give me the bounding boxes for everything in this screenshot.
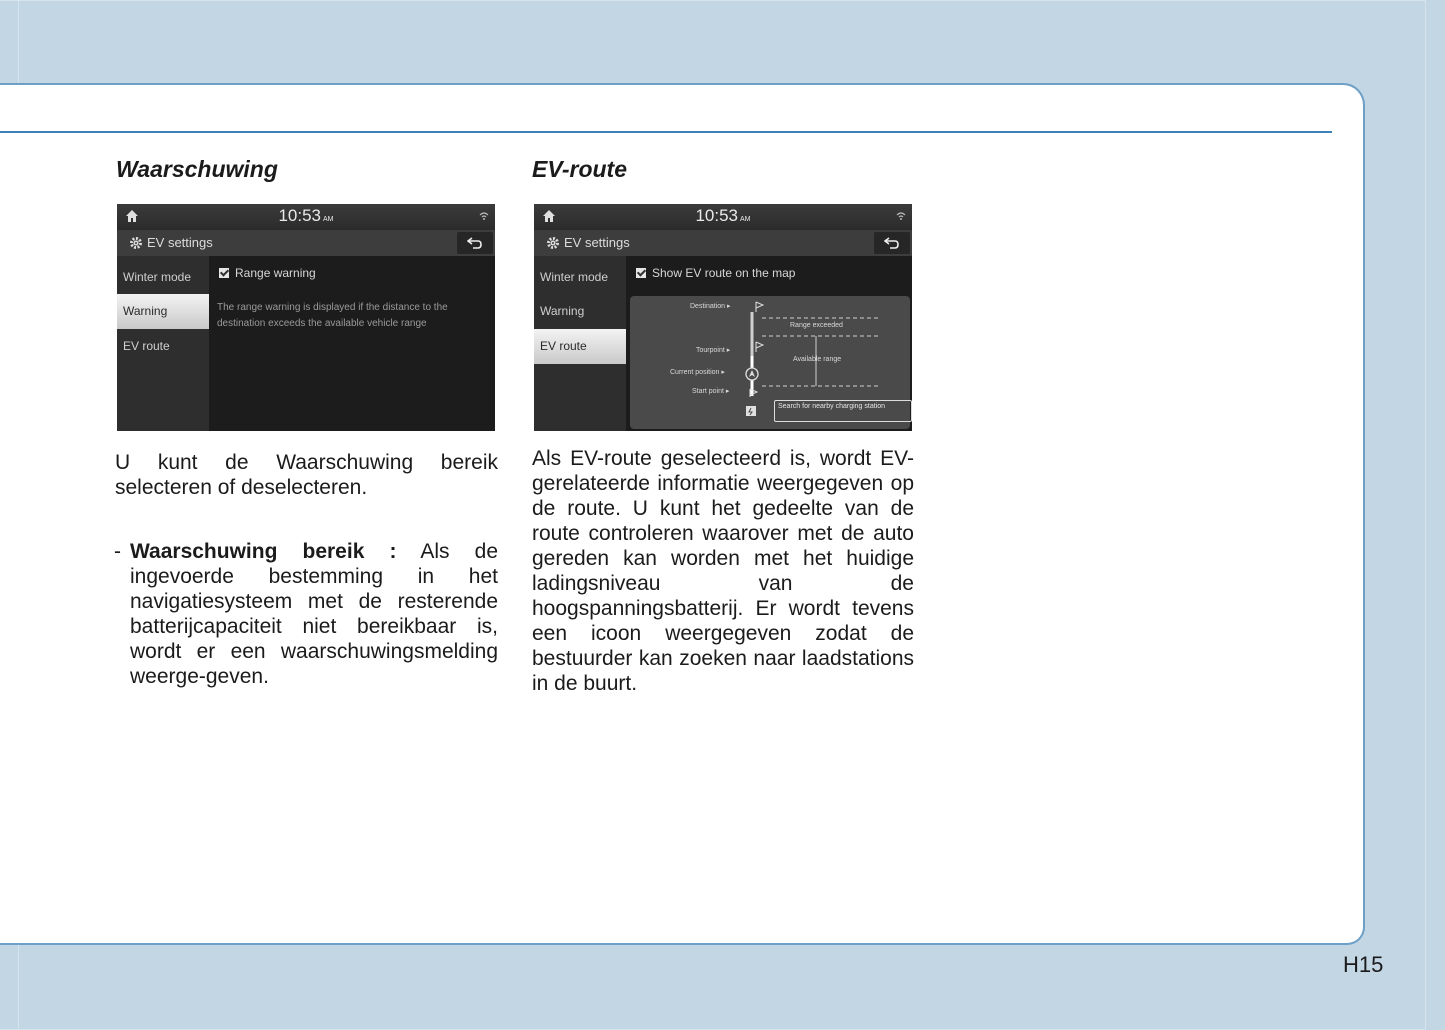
range-exceeded-label: Range exceeded [790,322,843,329]
gear-icon [546,236,560,250]
title-bar [117,230,495,256]
back-button[interactable] [457,232,493,254]
content-pane [209,256,495,431]
screen-title: EV settings [147,235,213,250]
bullet-term: Waarschuwing bereik : [130,540,397,563]
show-ev-route-option[interactable] [636,266,795,280]
side-menu [117,256,209,431]
range-warning-checkbox[interactable] [219,268,229,278]
side-menu [534,256,626,431]
screen-ev-route [534,204,912,431]
show-ev-route-checkbox[interactable] [636,268,646,278]
menu-item-ev-route[interactable]: EV route [123,339,170,353]
bullet-text: Als de ingevoerde bestemming in het navigatiesysteem met de resterende batterijcapaciteit niet bereikbaar is, wordt er een waarschuwingsmelding weerge-geven. [130,540,498,688]
signal-icon [479,211,489,221]
page-number: H15 [1343,952,1384,977]
start-point-label: Start point ▸ [692,388,730,395]
range-warning-description: The range warning is displayed if the distance to the destination exceeds the available vehicle range [217,302,448,329]
available-range-label: Available range [793,356,842,363]
section-title-warning: Waarschuwing [116,156,278,182]
clock [117,206,495,226]
back-button[interactable] [874,232,910,254]
destination-label: Destination ▸ [690,303,731,310]
clock-ampm: AM [740,216,751,223]
menu-item-winter-mode[interactable]: Winter mode [123,270,192,284]
bullet-dash: - [114,540,121,563]
menu-item-warning[interactable]: Warning [117,294,209,329]
back-arrow-icon [467,236,483,250]
warning-intro: U kunt de Waarschuwing bereik selecteren of deselecteren. [115,451,498,499]
gear-icon [129,236,143,250]
search-charging-station-button[interactable]: Search for nearby charging station [774,400,912,422]
signal-icon [896,211,906,221]
header-rule [0,131,1332,133]
range-warning-option[interactable] [219,266,316,280]
ev-route-diagram [630,296,910,429]
clock-time: 10:53 [278,206,322,225]
screen-warning [117,204,495,431]
clock-time: 10:53 [695,206,739,225]
clock-ampm: AM [323,216,334,223]
section-title-ev-route: EV-route [532,156,627,182]
show-ev-route-label: Show EV route on the map [652,266,796,280]
menu-item-winter-mode[interactable]: Winter mode [540,270,609,284]
clock [534,206,912,226]
title-bar [534,230,912,256]
ev-route-body: Als EV-route geselecteerd is, wordt EV-gerelateerde informatie weergegeven op de route. U kunt het gedeelte van de route controleren waarover met de auto gereden kan worden met het huidige ladingsniveau van de hoogspanningsbatterij. Er wordt tevens een icoon weergegeven zodat de bestuurder kan zoeken naar laadstations in de buurt. [532,447,914,695]
menu-item-warning[interactable]: Warning [540,304,585,318]
status-bar [534,204,912,230]
content-pane [626,256,912,431]
current-position-label: Current position ▸ [670,369,725,376]
back-arrow-icon [884,236,900,250]
tourpoint-label: Tourpoint ▸ [696,347,731,354]
warning-bullet [114,539,498,689]
menu-item-ev-route[interactable]: EV route [534,329,626,364]
screen-title: EV settings [564,235,630,250]
range-warning-label: Range warning [235,266,316,280]
status-bar [117,204,495,230]
